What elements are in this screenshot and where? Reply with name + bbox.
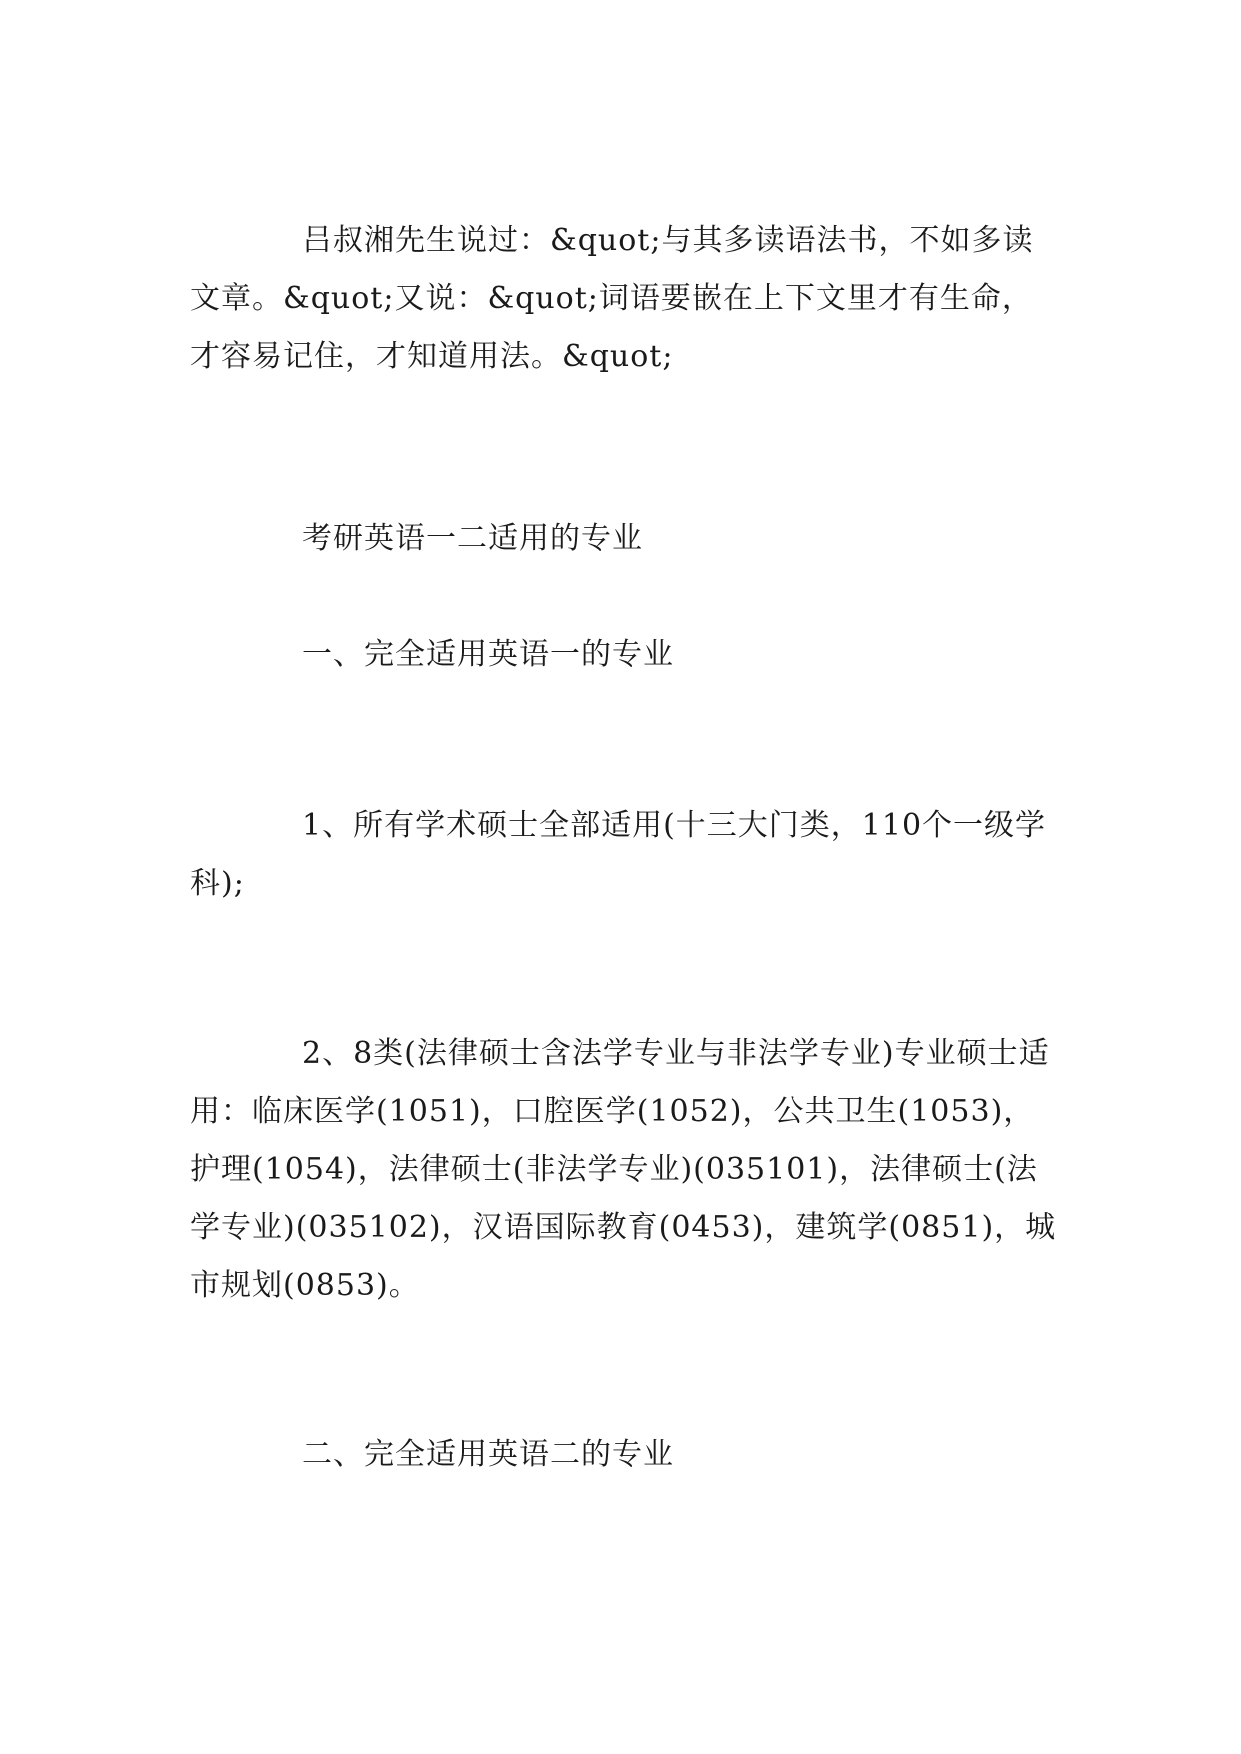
section-heading-one: 一、完全适用英语一的专业 bbox=[302, 637, 674, 672]
list-item-2: 2、8类(法律硕士含法学专业与非法学专业)专业硕士适用：临床医学(1051)，口腔医学(1052)，公共卫生(1053)，护理(1054)，法律硕士(非法学专业)(035101)，法律硕士(法学专业)(035102)，汉语国际教育(0453)，建筑学(0851)，城市规划(0853)。 bbox=[190, 1036, 1057, 1303]
list-item-1: 1、所有学术硕士全部适用(十三大门类，110个一级学科); bbox=[190, 808, 1047, 901]
section-title: 考研英语一二适用的专业 bbox=[302, 521, 643, 556]
quote-paragraph: 吕叔湘先生说过：&quot;与其多读语法书，不如多读文章。&quot;又说：&quot;词语要嵌在上下文里才有生命，才容易记住，才知道用法。&quot; bbox=[190, 223, 1034, 374]
section-heading-two: 二、完全适用英语二的专业 bbox=[302, 1437, 674, 1472]
